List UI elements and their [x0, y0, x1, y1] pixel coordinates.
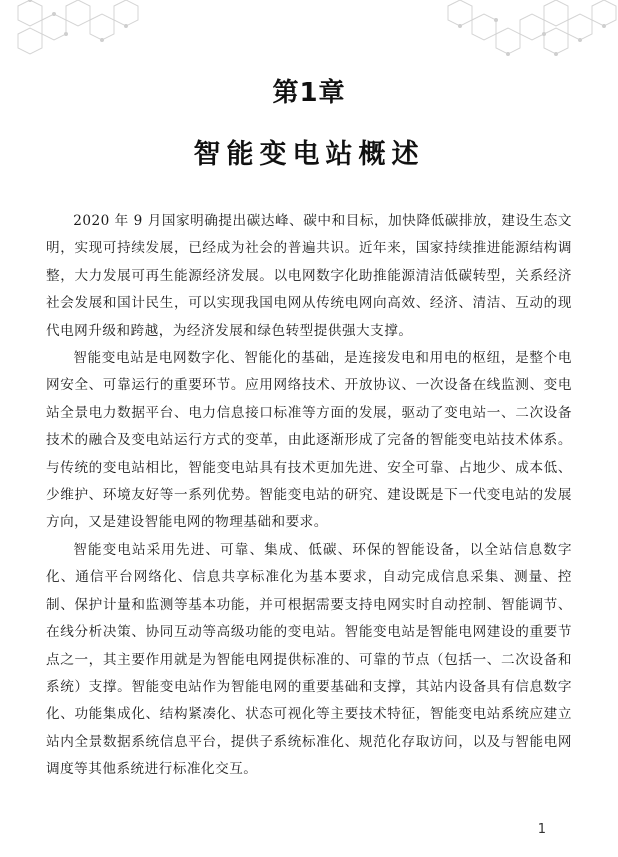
page-number: 1 — [537, 822, 546, 837]
chapter-number: 第1章 — [272, 78, 346, 108]
paragraph: 智能变电站采用先进、可靠、集成、低碳、环保的智能设备，以全站信息数字化、通信平台网络化、信息共享标准化为基本要求，自动完成信息采集、测量、控制、保护计量和监测等基本功能，并可根据需要支持电网实时自动控制、智能调节、在线分析决策、协同互动等高级功能的变电站。智能变电站是智能电网建设的重要节点之一，其主要作用就是为智能电网提供标准的、可靠的节点（包括一、二次设备和系统）支撑。智能变电站作为智能电网的重要基础和支撑，其站内设备具有信息数字化、功能集成化、结构紧凑化、状态可视化等主要技术特征，智能变电站系统应建立站内全景数据系统信息平台，提供子系统标准化、规范化存取访问，以及与智能电网调度等其他系统进行标准化交互。 — [46, 541, 572, 778]
paragraph: 2020 年 9 月国家明确提出碳达峰、碳中和目标，加快降低碳排放，建设生态文明，实现可持续发展，已经成为社会的普遍共识。近年来，国家持续推进能源结构调整，大力发展可再生能源经济发展。以电网数字化助推能源清洁低碳转型，关系经济社会发展和国计民生，可以实现我国电网从传统电网向高效、经济、清洁、互动的现代电网升级和跨越，为经济发展和绿色转型提供强大支撑。 — [46, 213, 572, 339]
chapter-body — [46, 208, 572, 784]
chapter-title: 智能变电站概述 — [193, 139, 425, 170]
paragraph: 智能变电站是电网数字化、智能化的基础，是连接发电和用电的枢纽，是整个电网安全、可靠运行的重要环节。应用网络技术、开放协议、一次设备在线监测、变电站全景电力数据平台、电力信息接口标准等方面的发展，驱动了变电站一、二次设备技术的融合及变电站运行方式的变革，由此逐渐形成了完备的智能变电站技术体系。与传统的变电站相比，智能变电站具有技术更加先进、安全可靠、占地少、成本低、少维护、环境友好等一系列优势。智能变电站的研究、建设既是下一代变电站的发展方向，又是建设智能电网的物理基础和要求。 — [46, 350, 572, 531]
hexagon-network-icon — [0, 0, 618, 80]
